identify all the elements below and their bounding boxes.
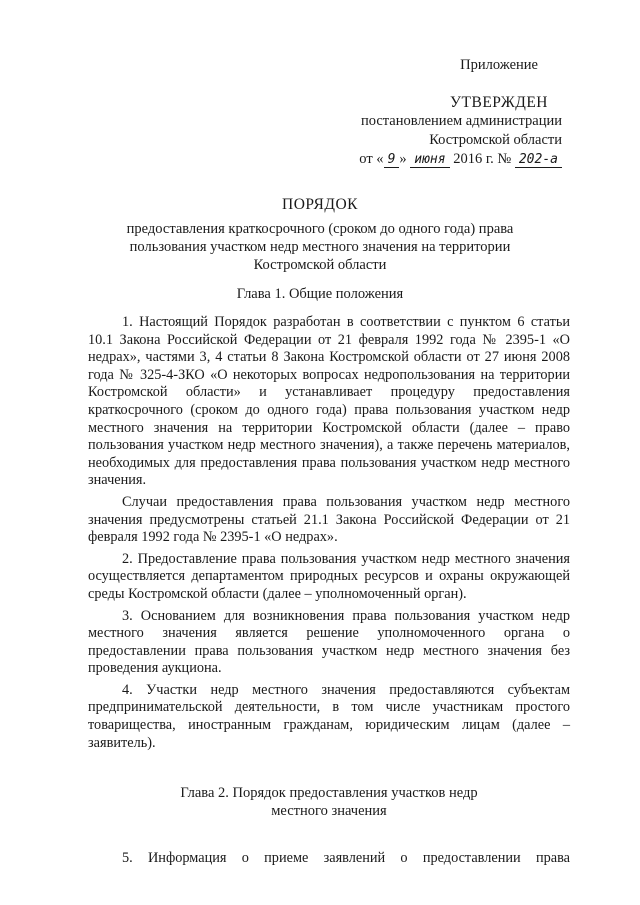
date-month: июня: [410, 152, 449, 168]
paragraph-3: 3. Основанием для возникновения права пользования участком недр местного значения является решение уполномоченного органа о предоставлении права пользования участком недр местного значения без проведения аукциона.: [88, 607, 570, 677]
document-body: [88, 314, 570, 868]
document-subtitle: предоставления краткосрочного (сроком до одного года) права пользования участком недр местного значения на территории Костромской области: [126, 221, 514, 273]
chapter-2-heading-line-1: Глава 2. Порядок предоставления участков недр: [180, 785, 478, 802]
date-year: 2016 г. №: [449, 151, 515, 167]
approval-date-line: [302, 150, 562, 169]
date-mid: »: [399, 151, 411, 167]
paragraph-5: 5. Информация о приеме заявлений о предоставлении права: [122, 850, 570, 867]
chapter-1-heading: Глава 1. Общие положения: [236, 286, 404, 302]
document-title: ПОРЯДОК: [282, 196, 358, 213]
approval-block: [302, 56, 562, 169]
document-number: 202-а: [515, 152, 562, 168]
paragraph-1: 1. Настоящий Порядок разработан в соответствии с пунктом 6 статьи 10.1 Закона Российской Федерации от 21 февраля 1992 года № 2395-1 «О недрах», частями 3, 4 статьи 8 Закона Костромской области от 27 июня 2008 года № 325-4-ЗКО «О некоторых вопросах недропользования на территории Костромской области» и устанавливает процедуру предоставления краткосрочного (сроком до одного года) права пользования участком недр местного значения на территории Костромской области (далее – право пользования участком недр местного значения), а также перечень материалов, необходимых для предоставления права пользования участком недр местного значения.: [88, 314, 570, 489]
approval-line-1: постановлением администрации: [360, 113, 562, 129]
chapter-2-heading: [88, 784, 570, 820]
appendix-label: Приложение: [460, 57, 538, 73]
paragraph-2: 2. Предоставление права пользования участком недр местного значения осуществляется департаментом природных ресурсов и охраны окружающей среды Костромской области (далее – уполномоченный орган).: [88, 550, 570, 602]
date-day: 9: [384, 152, 400, 168]
paragraph-4: 4. Участки недр местного значения предоставляются субъектам предпринимательской деятельности, в том числе участникам простого товарищества, иностранным гражданам, юридическим лицам (далее – заявитель).: [88, 681, 570, 751]
approval-line-2: Костромской области: [429, 132, 562, 148]
paragraph-1-cases: Случаи предоставления права пользования участком недр местного значения предусмотрены статьей 21.1 Закона Российской Федерации от 21 февраля 1992 года № 2395-1 «О недрах».: [88, 493, 570, 546]
title-block: [90, 196, 550, 274]
date-prefix: от «: [359, 151, 384, 167]
chapter-2-heading-line-2: местного значения: [271, 803, 387, 820]
approved-label: УТВЕРЖДЕН: [450, 94, 548, 111]
